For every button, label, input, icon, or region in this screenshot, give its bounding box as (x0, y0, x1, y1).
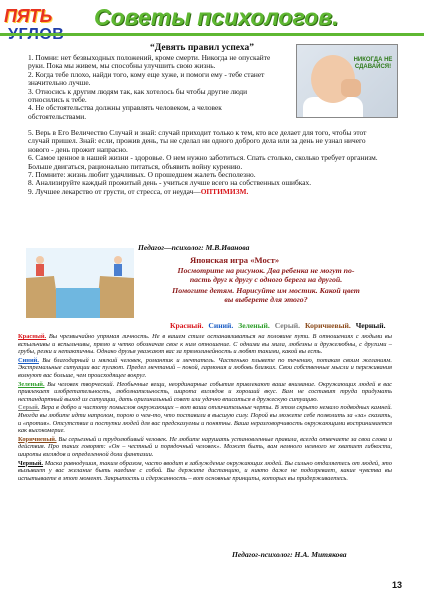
rule-item: 3. Относись к другим людям так, как хотелось бы чтобы другие люди относились к тебе. (28, 86, 248, 105)
color-name: Синий. (18, 356, 39, 364)
description-paragraph (18, 333, 392, 356)
river-shape (56, 288, 100, 318)
description-paragraph (18, 460, 392, 483)
right-child-head (114, 256, 122, 264)
description-paragraph (18, 357, 392, 380)
description-paragraph (18, 381, 392, 404)
color-name: Красный. (18, 333, 47, 340)
photo-caption: НИКОГДА НЕ СДАВАЙСЯ! (353, 57, 393, 70)
right-bank-shape (96, 276, 134, 318)
rule-item: 6. Самое ценное в нашей жизни - здоровье. О нем нужно заботиться. Спать столько, сколько требует организм. Больше двигаться, рационально питаться, объявить войну курению. (28, 153, 378, 171)
description-paragraph (18, 404, 392, 434)
game-instructions (168, 267, 364, 307)
logo-line1: ПЯТЬ (4, 6, 52, 26)
game-paragraph-2: Помогите детям. Нарисуйте им мостик. Какой цвет вы выберете для этого? (172, 286, 360, 304)
rule-item: 8. Анализируйте каждый прожитый день - учиться лучше всего на собственных ошибках. (28, 178, 312, 188)
rule-item: 4. Не обстоятельства должны управлять человеком, а человек обстоятельствами. (28, 103, 222, 121)
logo (4, 6, 88, 52)
color-description: Вы чрезвычайно упрямая личность. Не в вашем стиле останавливаться на половине пути. В отношениях с людьми вы вспыльчивы и вспыльчивы, прямо и четко обозначая свое к ним отношение. С одними вы мила, любезны и дружелюбны, с другими – грубы, резки и нетактичны. Однако друзья уважают вас за прямолинейность и любят такими, какой вы есть. (18, 333, 392, 356)
color-description: Вы человек творческий. Необычные вещи, неординарные события привлекают ваше внимание. Окружающих людей в вас привлекает изобретательность, любознательность, широта взглядов и хороший вкус. Вам не составит труда придумать нестандартный выход из ситуации, дать оригинальный совет или удачно вписаться в дружескую ситуацию. (18, 380, 392, 403)
color-option: Зеленый. (238, 321, 270, 330)
rule-item: 5. Верь в Его Величество Случай и знай: случай приходит только к тем, кто все делает для того, чтобы этот случай пришел. Знай: если, прожив день, ты не сделал ни одного доброго дела или за день не узнал ничего нового - день прожит напрасно. (28, 128, 367, 154)
color-name: Коричневый. (18, 435, 57, 443)
right-child-body (114, 264, 122, 276)
rules-list-wide (28, 129, 388, 196)
rule-item: 2. Когда тебе плохо, найди того, кому еще хуже, и помоги ему - тебе станет значительно лучше. (28, 69, 265, 88)
header-divider (0, 33, 424, 36)
color-description: Вера в добро и чистоту помыслов окружающих – вот ваши отличительные черты. В этом скрыто немало подводных камней. Иногда вы любите идти напролом, порою о чем-то, что поставили в высшую силу. Порой вы можете себе позволить за «за» сказать, и «против». Отсутствие и поступки людей для вас предсказуемы и понятны. Ваша неразговорчивость окружающими воспринимается как высокомерие. (18, 404, 392, 435)
page-title: Советы психологов. (94, 4, 339, 30)
rule-9-text: 9. Лучшее лекарство от грусти, от стресса, от неудач— (28, 186, 201, 196)
rules-list (28, 54, 280, 121)
motivation-photo (296, 44, 398, 118)
photo-fist-shape (341, 79, 361, 97)
rules-title: “Девять правил успеха” (150, 43, 254, 53)
color-description: Маска равнодушия, таким образом, часто вводит в заблуждение окружающих людей. Вы сильно отдаляетесь от людей, это вызывает у вас желание быть наедине с собой. Вы держите дистанцию, и никто даже не подозревает, какие чувства вы испытываете в этот момент. Закрытость и сдержанность – вот основные принципы, которых вы придерживаетесь. (18, 459, 392, 482)
author-signature-1: Педагог—психолог: М.В.Иванова (138, 243, 250, 252)
description-paragraph (18, 436, 392, 459)
rule-item: 1. Помни: нет безвыходных положений, кроме смерти. Никогда не опускайте руки. Пока мы живем, мы способны улучшить свою жизнь. (28, 53, 271, 71)
color-name: Черный. (18, 459, 44, 467)
author-signature-2: Педагог-психолог: Н.А. Митякова (232, 550, 347, 559)
color-option: Черный. (355, 321, 386, 330)
color-options (170, 321, 388, 330)
page-number: 13 (392, 580, 403, 590)
color-option: Синий. (208, 321, 234, 330)
rule-item-9 (28, 188, 388, 196)
bridge-illustration (26, 248, 134, 318)
rule-item: 7. Помните: жизнь любит удачливых. О прошедшем жалеть бесполезно. (28, 170, 256, 180)
optimism-highlight: ОПТИМИЗМ. (200, 186, 249, 196)
color-option: Коричневый. (304, 321, 351, 330)
left-child-head (36, 256, 44, 264)
color-descriptions (18, 333, 392, 483)
color-option: Серый. (274, 321, 301, 330)
color-description: Вы благодарный и мягкий человек, романтик и мечтатель. Частенько плывете по течению, потакая своим желаниям. Экстремальные ситуации вас пугают. Предел мечтаний – покой, гармония и любовь близких. Свои собственные мысли и переживания волнуют вас больше, чем происходящее вокруг. (18, 356, 392, 379)
left-child-body (36, 264, 44, 276)
game-title: Японская игра «Мост» (190, 255, 280, 265)
color-name: Серый. (18, 404, 40, 412)
game-paragraph-1: Посмотрите на рисунок. Два ребенка не могут по-пасть друг к другу с одного берега на другой. (177, 266, 355, 284)
color-description: Вы серьезный и трудолюбивый человек. Не любите нарушать установленные правила, всегда отвечаете за свои слова и действия. Про таких говорят: «Он – честный и порядочный человек». Может быть, вам немного немного не хватает гибкости, широты взглядов и определенной доли фантазии. (18, 435, 392, 458)
color-name: Зеленый. (18, 380, 45, 388)
color-option: Красный. (170, 321, 204, 330)
